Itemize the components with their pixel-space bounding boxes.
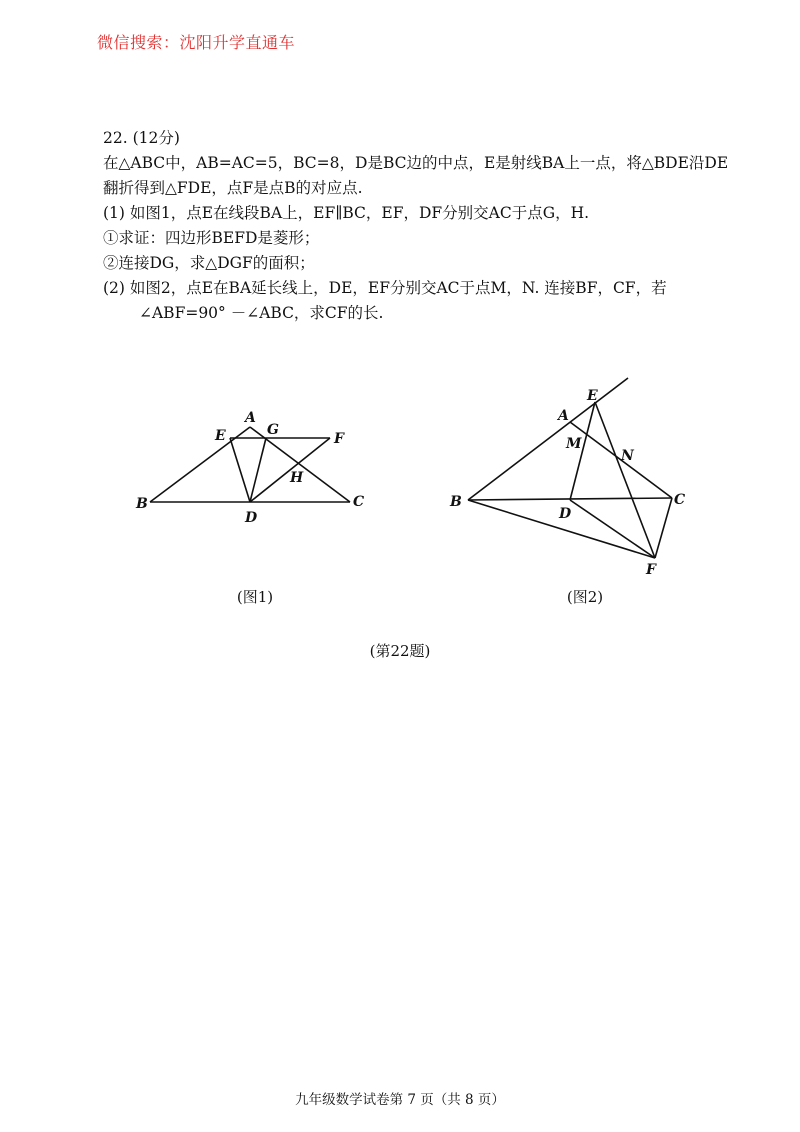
segment-ef xyxy=(595,402,655,558)
fig1-label-g: G xyxy=(267,422,279,438)
part-1-statement: (1) 如图1，点E在线段BA上，EF∥BC，EF，DF分别交AC于点G，H. xyxy=(103,204,590,222)
fig2-label-m: M xyxy=(566,436,582,452)
fig1-label-f: F xyxy=(334,431,344,447)
part-1-question-2: ②连接DG，求△DGF的面积； xyxy=(103,254,315,272)
part-2-statement-line-1: (2) 如图2，点E在BA延长线上，DE，EF分别交AC于点M，N. 连接BF，CF，若 xyxy=(103,279,667,297)
figure-2 xyxy=(440,370,700,580)
problem-22 xyxy=(103,126,729,326)
fig1-label-b: B xyxy=(136,496,148,512)
fig1-label-c: C xyxy=(353,494,365,510)
ray-ba xyxy=(468,378,628,500)
fig1-label-h: H xyxy=(290,470,304,486)
fig2-label-e: E xyxy=(587,388,598,404)
fig2-label-b: B xyxy=(450,494,462,510)
problem-statement-line-2: 翻折得到△FDE，点F是点B的对应点. xyxy=(103,179,363,197)
fig2-label-f: F xyxy=(646,562,656,578)
figure-2-diagram xyxy=(440,370,700,580)
fig1-label-e: E xyxy=(215,428,226,444)
fig2-label-n: N xyxy=(621,448,634,464)
figure-1-diagram xyxy=(130,400,380,530)
figure-2-caption: (图2) xyxy=(566,588,604,606)
segment-cf xyxy=(655,498,672,558)
fig2-label-a: A xyxy=(558,408,569,424)
fig1-label-a: A xyxy=(245,410,256,426)
figure-1 xyxy=(130,400,380,530)
figure-1-caption: (图1) xyxy=(236,588,274,606)
fig2-label-c: C xyxy=(674,492,686,508)
problem-header: 22. (12分) xyxy=(103,129,180,147)
part-1-question-1: ①求证：四边形BEFD是菱形； xyxy=(103,229,320,247)
segment-df xyxy=(570,500,655,558)
fig1-label-d: D xyxy=(245,510,258,526)
watermark-text: 微信搜索：沈阳升学直通车 xyxy=(97,33,296,52)
problem-caption: (第22题) xyxy=(369,642,431,660)
part-2-statement-line-2: ∠ABF=90° －∠ABC，求CF的长. xyxy=(139,304,384,322)
segment-de xyxy=(230,438,250,502)
problem-statement-line-1: 在△ABC中，AB=AC=5，BC=8，D是BC边的中点，E是射线BA上一点，将△BDE沿DE xyxy=(103,154,729,172)
page-footer: 九年级数学试卷第 7 页（共 8 页） xyxy=(295,1092,505,1108)
fig2-label-d: D xyxy=(559,506,572,522)
segment-dg xyxy=(250,438,266,502)
